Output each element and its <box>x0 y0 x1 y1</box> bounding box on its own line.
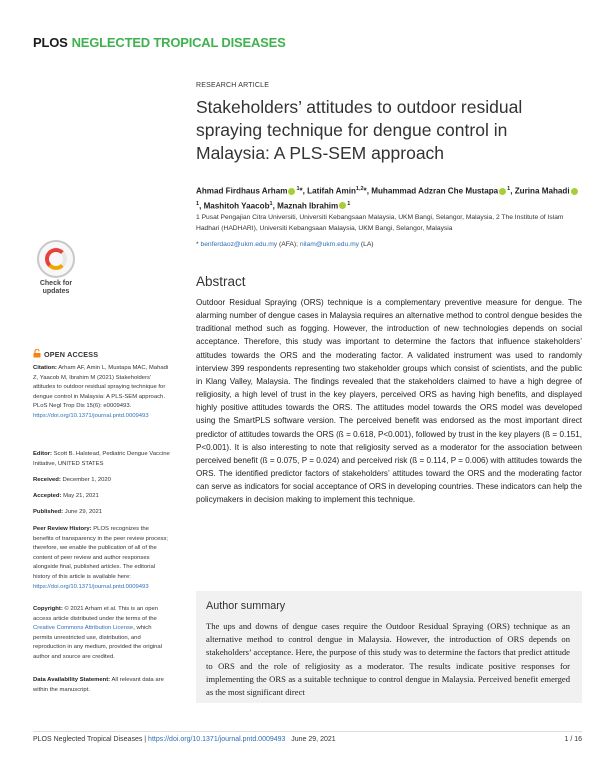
author-affiliation-mark: 1 <box>296 186 300 192</box>
citation <box>33 364 171 422</box>
footer-journal: PLOS Neglected Tropical Diseases | <box>33 736 149 743</box>
footer-divider <box>33 731 582 732</box>
author-affiliation-mark: 1 <box>347 200 351 207</box>
check-updates-icon <box>37 240 75 278</box>
peer-review-text: PLOS recognizes the benefits of transparency in the peer review process; therefore, we enable the publication of all of the content of peer review and author responses alongside final, published articles. The editorial history of this article is available here: <box>33 526 168 580</box>
orcid-icon[interactable] <box>571 188 578 195</box>
affiliations: 1 Pusat Pengajian Citra Universiti, Universiti Kebangsaan Malaysia, UKM Bangi, Selangor, Malaysia, 2 The Institute of Islam Hadhari (HADHARI), Universiti Kebangsaan Malaysia, UKM Bangi, Selangor, Malaysia <box>196 214 564 232</box>
open-access-label <box>33 349 98 359</box>
journal-logo-plos: PLOS <box>33 35 68 50</box>
email-link-1[interactable]: benferdaoz@ukm.edu.my <box>200 241 278 248</box>
email-link-2[interactable]: nilam@ukm.edu.my <box>299 241 360 248</box>
orcid-icon[interactable] <box>499 188 506 195</box>
abstract-heading: Abstract <box>196 274 246 289</box>
email-star: * <box>196 241 201 248</box>
published-date <box>33 508 171 518</box>
author-affiliation-mark: 1 <box>269 200 273 207</box>
author-summary-box <box>196 591 582 703</box>
check-updates-label: Check for updates <box>39 280 73 295</box>
author-affiliation-mark: 1 <box>196 200 200 207</box>
corresponding-emails <box>196 241 582 248</box>
orcid-icon[interactable] <box>288 188 295 195</box>
license-link[interactable]: Creative Commons Attribution License <box>33 625 134 632</box>
abstract-text: Outdoor Residual Spraying (ORS) technique is a complementary preventive measure for dengue. The alarming number of dengue cases in Malaysia requires an alternative method to control dengue besides the traditional method such as fogging. However, the introduction of new technologies depends on social acceptance. Therefore, this study was important to determine the factors that influence stakeholders’ attitudes towards the ORS and the moderating factor. A validated instrument was used to randomly interview 399 respondents representing two stakeholder groups which consist of scientists, and the public in Klang Valley, Malaysia. The findings revealed that the stakeholders claimed to have a high degree of religiosity, a high level of trust in the key players, perceived ORS as having high benefits, and displayed highly positive attitudes towards the ORS. The attitudes model towards the ORS model was developed using the SmartPLS software version. The perceived benefit was endorsed as the most important direct predictor of attitudes towards the ORS (ß = 0.618, P<0.001), followed by trust in the key players (ß = 0.151, P<0.001). It is also interesting to note that religiosity served as a moderator for the association between perceived benefit (ß = 0.075, P = 0.024) and perceived risk (ß = 0.114, P = 0.006) with attitudes towards the ORS. The identified predictor factors of stakeholders’ attitudes toward the ORS and the moderating factor can serve as indicators for social acceptance of ORS in developing countries. These indicators can help the policymakers in decision making to implement this technique. <box>196 298 582 505</box>
peer-review-history <box>33 525 171 592</box>
citation-doi-link[interactable]: https://doi.org/10.1371/journal.pntd.0009493 <box>33 412 149 419</box>
open-access-text: OPEN ACCESS <box>44 350 99 359</box>
article-title: Stakeholders’ attitudes to outdoor residual spraying technique for dengue control in Malaysia: A PLS-SEM approach <box>196 97 523 163</box>
accepted-text: May 21, 2021 <box>61 493 99 499</box>
data-availability-text: All relevant data are within the manuscript. <box>33 677 164 693</box>
accepted-label: Accepted: <box>33 493 62 499</box>
author-name: Ahmad Firdhaus Arham <box>196 186 288 196</box>
received-text: December 1, 2020 <box>60 477 111 483</box>
check-for-updates-badge[interactable] <box>33 240 79 304</box>
journal-logo <box>33 35 286 50</box>
author-name: Mashitoh Yaacob <box>203 201 270 211</box>
editor-text: Scott B. Halstead, Pediatric Dengue Vaccine Initiative, UNITED STATES <box>33 451 170 467</box>
author-affiliation-mark: 1,2 <box>355 186 364 192</box>
orcid-icon[interactable] <box>339 202 346 209</box>
published-label: Published: <box>33 509 64 515</box>
citation-label: Citation: <box>33 365 57 371</box>
citation-text: Arham AF, Amin L, Mustapa MAC, Mahadi Z, Yaacob M, Ibrahim M (2021) Stakeholders’ attitudes to outdoor residual spraying technique for dengue control in Malaysia: A PLS-SEM approach. PLoS Negl Trop Dis 15(6): e0009493. <box>33 365 169 410</box>
data-availability <box>33 676 171 695</box>
author-summary-heading: Author summary <box>206 600 286 612</box>
accepted-date <box>33 492 171 502</box>
open-lock-icon <box>33 349 41 358</box>
author-list <box>196 183 582 212</box>
peer-review-label: Peer Review History: <box>33 526 92 532</box>
author-separator: *, <box>363 186 372 196</box>
data-availability-label: Data Availability Statement: <box>33 677 111 683</box>
email-tag-2: (LA) <box>359 241 374 248</box>
author-name: Maznah Ibrahim <box>277 201 339 211</box>
peer-review-link[interactable]: https://doi.org/10.1371/journal.pntd.0009493 <box>33 583 149 590</box>
editor-label: Editor: <box>33 451 52 457</box>
copyright-text-2: , which permits unrestricted use, distribution, and reproduction in any medium, provided the original author and source are credited. <box>33 625 163 660</box>
author-separator: , <box>510 186 515 196</box>
author-separator: , <box>199 201 204 211</box>
article-type: RESEARCH ARTICLE <box>196 82 270 89</box>
journal-logo-name: NEGLECTED TROPICAL DISEASES <box>71 35 286 50</box>
published-text: June 29, 2021 <box>63 509 103 515</box>
author-name: Muhammad Adzran Che Mustapa <box>371 186 499 196</box>
copyright <box>33 605 171 663</box>
author-affiliation-mark: 1 <box>507 186 511 192</box>
footer-date: June 29, 2021 <box>285 736 336 743</box>
received-label: Received: <box>33 477 61 483</box>
page-number: 1 / 16 <box>564 736 582 743</box>
page-footer <box>33 736 582 743</box>
received-date <box>33 476 171 486</box>
copyright-text-1: © 2021 Arham et al. This is an open access article distributed under the terms of the <box>33 606 159 622</box>
author-separator: , <box>272 201 278 211</box>
copyright-label: Copyright: <box>33 606 63 612</box>
author-summary-text: The ups and downs of dengue cases require the Outdoor Residual Spraying (ORS) technique as an alternative method to control dengue in Malaysia. However, the introduction of ORS depends on stakeholders’ acceptance. Here, the purpose of this study was to determine the factors that predict attitude to ORS and the role of religiosity as a moderator. The results indicate positive responses for implementing the ORS as a suitable technique to control dengue in Malaysia. Perceived benefit emerged as the most significant direct <box>206 621 570 698</box>
footer-doi-link[interactable]: https://doi.org/10.1371/journal.pntd.0009493 <box>148 736 286 743</box>
author-name: Zurina Mahadi <box>514 186 570 196</box>
author-separator: *, <box>299 186 308 196</box>
editor <box>33 450 171 469</box>
email-tag-1: (AFA); <box>277 241 300 248</box>
author-name: Latifah Amin <box>307 186 356 196</box>
